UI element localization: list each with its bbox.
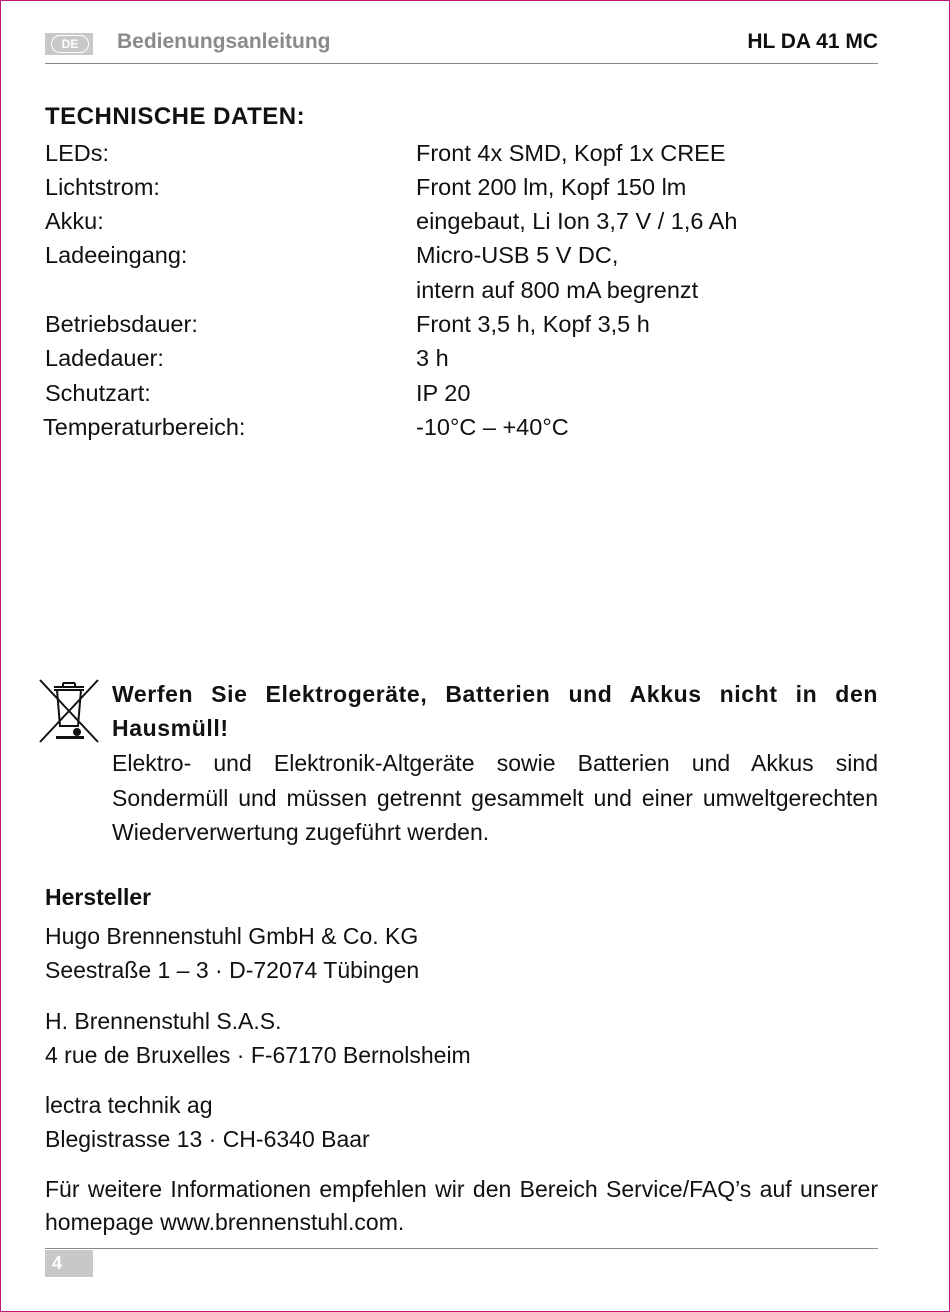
spec-label: Betriebsdauer: (45, 311, 198, 337)
company-name: Hugo Brennenstuhl GmbH & Co. KG (45, 923, 419, 949)
spec-label: Schutzart: (45, 380, 151, 406)
more-info-text: Für weitere Informationen empfehlen wir den Bereich Service/FAQ’s auf unserer homepage www.brennenstuhl.com. (45, 1176, 878, 1235)
spec-value: eingebaut, Li Ion 3,7 V / 1,6 Ah (416, 208, 738, 234)
model-number: HL DA 41 MC (747, 30, 878, 53)
company-name: lectra technik ag (45, 1092, 213, 1118)
language-badge (45, 33, 93, 55)
page-number: 4 (45, 1250, 93, 1277)
spec-label: Ladedauer: (45, 345, 164, 371)
weee-body: Elektro- und Elektronik-Altgeräte sowie Batterien und Akkus sind Sondermüll und müssen getrennt gesammelt und einer umweltgerechten Wiederverwertung zugeführt werden. (112, 750, 878, 845)
document-type: Bedienungsanleitung (117, 30, 331, 53)
spec-value: Front 200 lm, Kopf 150 lm (416, 174, 687, 200)
company-name: H. Brennenstuhl S.A.S. (45, 1008, 282, 1034)
page-header (45, 27, 878, 64)
spec-label: Lichtstrom: (45, 174, 160, 200)
spec-label: Ladeeingang: (45, 242, 188, 268)
company-address: Seestraße 1 – 3 · D-72074 Tübingen (45, 957, 420, 983)
spec-value: Micro-USB 5 V DC, (416, 242, 619, 268)
spec-value: IP 20 (416, 380, 471, 406)
company-address: 4 rue de Bruxelles · F-67170 Bernolsheim (45, 1042, 471, 1068)
spec-value: -10°C – +40°C (416, 414, 569, 440)
spec-label: Akku: (45, 208, 104, 234)
tech-data-title: TECHNISCHE DATEN: (45, 103, 306, 130)
company-address: Blegistrasse 13 · CH-6340 Baar (45, 1126, 370, 1152)
spec-value: 3 h (416, 345, 449, 371)
spec-value: Front 3,5 h, Kopf 3,5 h (416, 311, 650, 337)
language-badge-label: DE (51, 35, 89, 53)
spec-label: Temperaturbereich: (43, 414, 246, 440)
spec-label: LEDs: (45, 140, 109, 166)
spec-value: Front 4x SMD, Kopf 1x CREE (416, 140, 726, 166)
manufacturer-title: Hersteller (45, 884, 152, 910)
weee-heading: Werfen Sie Elektrogeräte, Batterien und Akkus nicht in den Hausmüll! (112, 681, 878, 741)
crossed-out-wheelie-bin-icon (38, 678, 100, 744)
spec-value: intern auf 800 mA begrenzt (416, 277, 699, 303)
footer-rule (45, 1248, 878, 1249)
